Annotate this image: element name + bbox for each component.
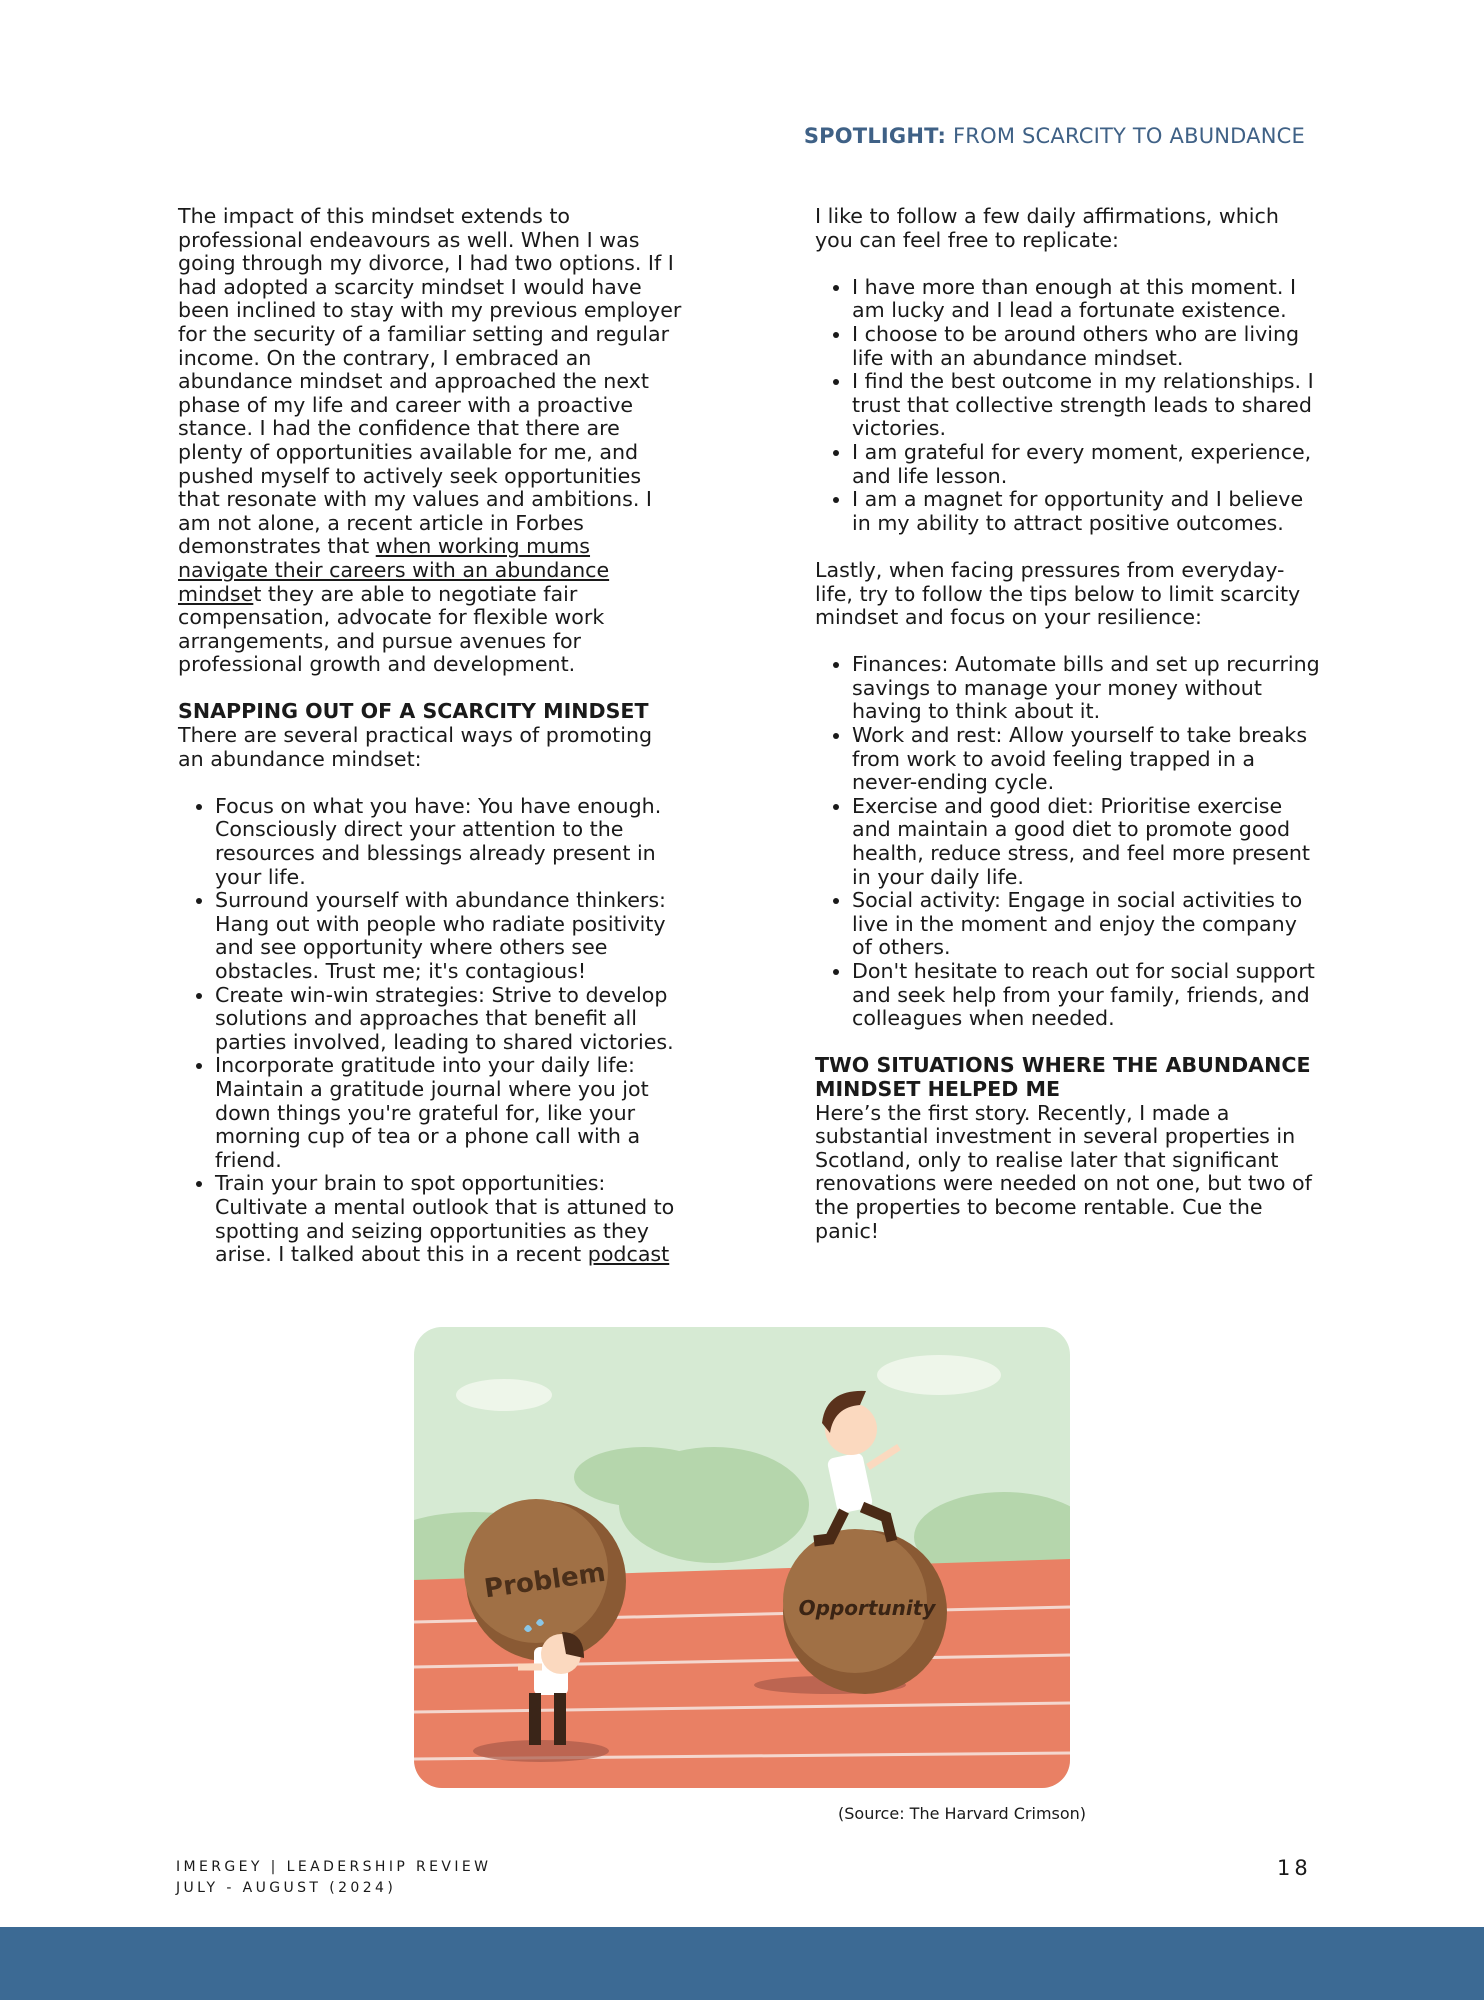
list-item-text: Train your brain to spot opportunities: Cultivate a mental outlook that is attuned to spotting and seizing opportunities as they arise. I talked about this in a recent (215, 1171, 675, 1267)
list-item: • Create win-win strategies: Strive to develop solutions and approaches that benefit all parties involved, leading to shared victories. (215, 984, 683, 1055)
footer-publication-name: IMERGEY | LEADERSHIP REVIEW (176, 1859, 492, 1875)
story-paragraph: Here’s the first story. Recently, I made a substantial investment in several properties in Scotland, only to realise later that significant renovations were needed on not one, but two of the properties to become rentable. Cue the panic! (815, 1100, 1312, 1243)
list-item: • Social activity: Engage in social activities to live in the moment and enjoy the company of others. (852, 889, 1320, 960)
list-item: • Surround yourself with abundance thinkers: Hang out with people who radiate positivity and see opportunity where others see obstacles. Trust me; it's contagious! (215, 889, 683, 983)
tips-intro: Lastly, when facing pressures from everyday-life, try to follow the tips below to limit scarcity mindset and focus on your resilience: (815, 557, 1301, 630)
list-item: • I am a magnet for opportunity and I believe in my ability to attract positive outcomes. (852, 488, 1320, 535)
list-item: • I choose to be around others who are living life with an abundance mindset. (852, 323, 1320, 370)
tips-list (815, 653, 1320, 1031)
page-number: 18 (1277, 1856, 1312, 1880)
list-item: • I am grateful for every moment, experience, and life lesson. (852, 441, 1320, 488)
forbes-article-link[interactable]: when working mums navigate their careers with an abundance mindse (178, 534, 610, 606)
list-item: • Work and rest: Allow yourself to take breaks from work to avoid feeling trapped in a never-ending cycle. (852, 724, 1320, 795)
affirmations-intro: I like to follow a few daily affirmations, which you can feel free to replicate: (815, 204, 1279, 252)
list-item: • Don't hesitate to reach out for social support and seek help from your family, friends, and colleagues when needed. (852, 960, 1320, 1031)
section-heading-scarcity: SNAPPING OUT OF A SCARCITY MINDSET (178, 699, 649, 724)
problem-label: Problem (482, 1557, 608, 1605)
intro-text-end: t they are able to negotiate fair compensation, advocate for flexible work arrangements, and pursue avenues for professional growth and development. (178, 581, 605, 677)
section-heading-situations: TWO SITUATIONS WHERE THE ABUNDANCE MINDSET HELPED ME (815, 1053, 1311, 1101)
intro-paragraph (178, 205, 683, 677)
footer-issue-date: JULY - AUGUST (2024) (176, 1880, 397, 1896)
section-intro: There are several practical ways of promoting an abundance mindset: (178, 723, 653, 771)
image-caption: (Source: The Harvard Crimson) (838, 1804, 1087, 1823)
list-item: • Finances: Automate bills and set up recurring savings to manage your money without having to think about it. (852, 653, 1320, 724)
list-item: • Exercise and good diet: Prioritise exercise and maintain a good diet to promote good health, reduce stress, and feel more present in your daily life. (852, 795, 1320, 889)
list-item: • Focus on what you have: You have enough. Consciously direct your attention to the resources and blessings already present in your life. (215, 795, 683, 889)
left-column (178, 205, 683, 1290)
list-item: • I have more than enough at this moment. I am lucky and I lead a fortunate existence. (852, 276, 1320, 323)
podcast-link[interactable]: podcast (587, 1242, 670, 1267)
illustration-svg (414, 1327, 1070, 1788)
practical-ways-list (178, 795, 683, 1267)
right-column (815, 205, 1320, 1267)
opportunity-label: Opportunity (798, 1596, 936, 1620)
intro-text: The impact of this mindset extends to professional endeavours as well. When I was going through my divorce, I had two options. If I had adopted a scarcity mindset I would have been inclined to stay with my previous employer for the security of a familiar setting and regular income. On the contrary, I embraced an abundance mindset and approached the next phase of my life and career with a proactive stance. I had the confidence that there are plenty of opportunities available for me, and pushed myself to actively seek opportunities that resonate with my values and ambitions. I am not alone, a recent article in Forbes demonstrates that (178, 204, 682, 559)
header-title: FROM SCARCITY TO ABUNDANCE (953, 124, 1305, 148)
header-label: SPOTLIGHT: (803, 124, 947, 148)
list-item: • I find the best outcome in my relationships. I trust that collective strength leads to shared victories. (852, 370, 1320, 441)
footer-band (0, 1927, 1484, 2000)
list-item: • Incorporate gratitude into your daily life: Maintain a gratitude journal where you jot down things you're grateful for, like your morning cup of tea or a phone call with a friend. (215, 1054, 683, 1172)
page-header (804, 124, 1305, 148)
problem-opportunity-illustration (414, 1327, 1070, 1788)
list-item (215, 1172, 683, 1266)
footer-publication (176, 1857, 491, 1899)
affirmations-list (815, 276, 1320, 536)
